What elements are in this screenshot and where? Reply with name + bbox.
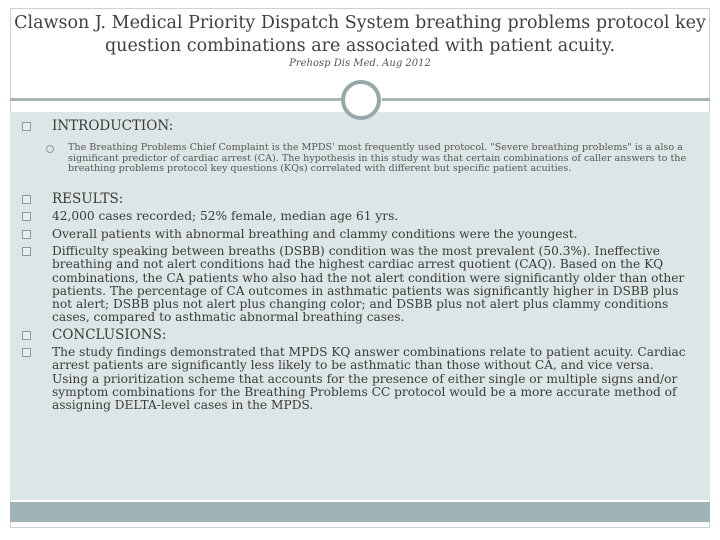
results-heading: RESULTS: [22, 193, 690, 206]
citation: Prehosp Dis Med. Aug 2012 [289, 58, 431, 69]
results-item: 42,000 cases recorded; 52% female, median age 61 yrs. [22, 210, 690, 223]
introduction-text: The Breathing Problems Chief Complaint is the MPDS' most frequently used protocol. "Severe breathing problems" is a also a significant predictor of cardiac arrest (CA). The hypothesis in this study was that certain combinations of caller answers to the breathing problems protocol key questions (KQs) correlated with different but specific patient acuities. [22, 143, 690, 175]
results-item: Difficulty speaking between breaths (DSBB) condition was the most prevalent (50.3%). Ineffective breathing and not alert conditions had the highest cardiac arrest quotient (CAQ). Based on the KQ combinations, the CA patients who also had the not alert condition were significantly older than other patients. The percentage of CA outcomes in asthmatic patients was significantly higher in DSBB plus not alert; DSBB plus not alert plus changing color; and DSBB plus not alert plus clammy conditions cases, compared to asthmatic abnormal breathing cases. [22, 245, 690, 325]
circle-bullet-icon [46, 145, 54, 153]
square-bullet-icon [22, 230, 31, 239]
divider-left [10, 98, 342, 101]
introduction-heading: INTRODUCTION: [22, 120, 690, 133]
footer-bar [10, 502, 710, 522]
ring-ornament-icon [341, 80, 381, 120]
bullet-list [22, 120, 690, 413]
results-item: Overall patients with abnormal breathing and clammy conditions were the youngest. [22, 228, 690, 241]
square-bullet-icon [22, 195, 31, 204]
divider-right [382, 98, 710, 101]
square-bullet-icon [22, 331, 31, 340]
square-bullet-icon [22, 348, 31, 357]
conclusions-heading: CONCLUSIONS: [22, 329, 690, 342]
square-bullet-icon [22, 122, 31, 131]
square-bullet-icon [22, 212, 31, 221]
square-bullet-icon [22, 247, 31, 256]
conclusions-text: The study findings demonstrated that MPDS KQ answer combinations relate to patient acuity. Cardiac arrest patients are significantly less likely to be asthmatic than those without CA, and vice versa. Using a prioritization scheme that accounts for the presence of either single or multiple signs and/or symptom combinations for the Breathing Problems CC protocol would be a more accurate method of assigning DELTA-level cases in the MPDS. [22, 346, 690, 412]
slide-title: Clawson J. Medical Priority Dispatch System breathing problems protocol key question combinations are associated with patient acuity. [14, 13, 706, 56]
